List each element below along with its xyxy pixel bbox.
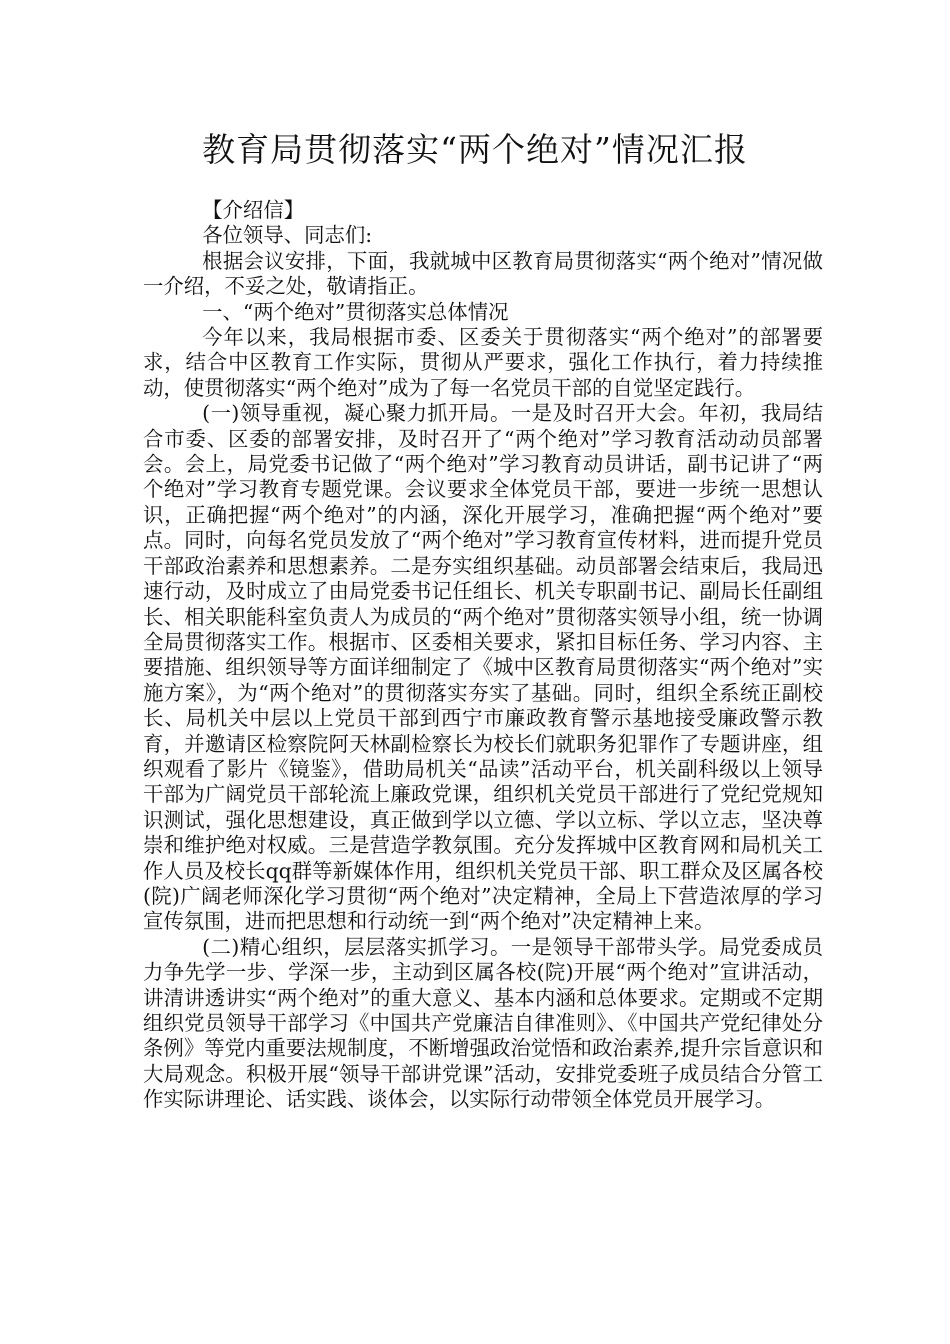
opening-paragraph: 根据会议安排，下面，我就城中区教育局贯彻落实“两个绝对”情况做一介绍，不妥之处，敬请指正。: [143, 248, 823, 299]
intro-letter-label: 【介绍信】: [202, 198, 305, 222]
overview-paragraph: 今年以来，我局根据市委、区委关于贯彻落实“两个绝对”的部署要求，结合中区教育工作实际，贯彻从严要求，强化工作执行，着力持续推动，使贯彻落实“两个绝对”成为了每一名党员干部的自觉坚定践行。: [143, 325, 823, 400]
salutation: 各位领导、同志们:: [202, 223, 373, 248]
section-heading-1: 一、“两个绝对”贯彻落实总体情况: [202, 299, 509, 324]
subsection-2-paragraph: (二)精心组织，层层落实抓学习。一是领导干部带头学。局党委成员力争先学一步、学深一步，主动到区属各校(院)开展“两个绝对”宣讲活动，讲清讲透讲实“两个绝对”的重大意义、基本内涵和总体要求。定期或不定期组织党员领导干部学习《中国共产党廉洁自律准则》、《中国共产党纪律处分条例》等党内重要法规制度，不断增强政治觉悟和政治素养,提升宗旨意识和大局观念。积极开展“领导干部讲党课”活动，安排党委班子成员结合分管工作实际讲理论、话实践、谈体会，以实际行动带领全体党员开展学习。: [143, 934, 823, 1112]
subsection-1-paragraph: (一)领导重视，凝心聚力抓开局。一是及时召开大会。年初，我局结合市委、区委的部署安排，及时召开了“两个绝对”学习教育活动动员部署会。会上，局党委书记做了“两个绝对”学习教育动员讲话，副书记讲了“两个绝对”学习教育专题党课。会议要求全体党员干部，要进一步统一思想认识，正确把握“两个绝对”的内涵，深化开展学习，准确把握“两个绝对”要点。同时，向每名党员发放了“两个绝对”学习教育宣传材料，进而提升党员干部政治素养和思想素养。二是夯实组织基础。动员部署会结束后，我局迅速行动，及时成立了由局党委书记任组长、机关专职副书记、副局长任副组长、相关职能科室负责人为成员的“两个绝对”贯彻落实领导小组，统一协调全局贯彻落实工作。根据市、区委相关要求，紧扣目标任务、学习内容、主要措施、组织领导等方面详细制定了《城中区教育局贯彻落实“两个绝对”实施方案》，为“两个绝对”的贯彻落实夯实了基础。同时，组织全系统正副校长、局机关中层以上党员干部到西宁市廉政教育警示基地接受廉政警示教育，并邀请区检察院阿天林副检察长为校长们就职务犯罪作了专题讲座，组织观看了影片《镜鉴》，借助局机关“品读”活动平台，机关副科级以上领导干部为广阔党员干部轮流上廉政党课，组织机关党员干部进行了党纪党规知识测试，强化思想建设，真正做到学以立德、学以立标、学以立志，坚决尊崇和维护绝对权威。三是营造学教氛围。充分发挥城中区教育网和局机关工作人员及校长qq群等新媒体作用，组织机关党员干部、职工群众及区属各校(院)广阔老师深化学习贯彻“两个绝对”决定精神，全局上下营造浓厚的学习宣传氛围，进而把思想和行动统一到“两个绝对”决定精神上来。: [143, 401, 823, 934]
document-title: 教育局贯彻落实“两个绝对”情况汇报: [202, 130, 748, 169]
document-body: [143, 198, 823, 1113]
